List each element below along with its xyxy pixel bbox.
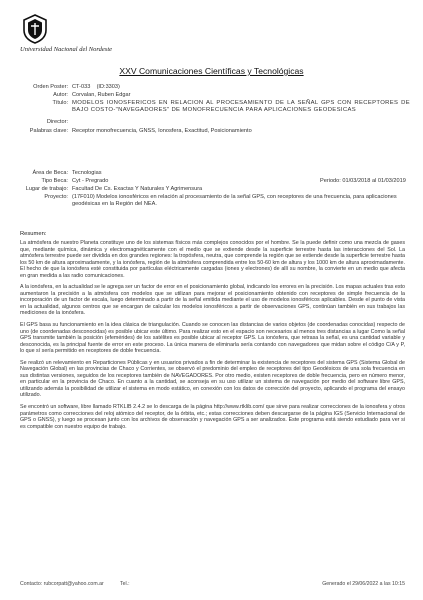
beca-block bbox=[20, 170, 410, 209]
tipo-value: Cyt - Pregrado bbox=[72, 178, 109, 184]
abstract-paragraph-2: A la ionósfera, en la actualidad se le agrega ser un factor de error en el posicionamiento global, indicando los errores en la precisión. Los mapas actuales tras esto aumentaron la precisión a la atmósfera con modelos que se utilizan para mejorar el posicionamiento obtenido con receptores de simple frecuencia de la incorporación de un factor de escala, luego determinado a partir de la señal emitida mediante el uso de modelos ionosféricos aplicables. Desde el punto de vista en la actualidad, algunos centros que se encargan de calcular los modelos ionosféricos a partir de observaciones GPS, continúan también en sus trabajos las mediciones de la ionósfera. bbox=[20, 284, 405, 317]
palabras-label: Palabras clave: bbox=[29, 128, 68, 135]
autor-label: Autor: bbox=[53, 92, 68, 98]
proyecto-label: Proyecto: bbox=[44, 194, 68, 200]
generated-timestamp: Generado el 29/06/2022 a las 10:15 bbox=[322, 581, 405, 587]
autor-row bbox=[20, 92, 410, 99]
lugar-label: Lugar de trabajo: bbox=[25, 186, 68, 192]
lugar-value: Facultad De Cs. Exactas Y Naturales Y Agrimensura bbox=[72, 186, 203, 192]
autor-value: Corvalan, Ruben Edgar bbox=[72, 92, 131, 98]
tipo-row bbox=[20, 178, 410, 185]
abstract-paragraph-3: El GPS basa su funcionamiento en la idea clásica de triangulación. Cuando se conocen las distancias de varios objetos (de coordenadas conocidas) respecto de uno (de coordenadas desconocidas) es posible ubicar este último. Para realizar esto en el espacio son necesarios al menos tres distancias a lugar Como la señal GPS transmite también la posición (efemérides) de los satélites es posible ubicar al receptor GPS. La ionósfera, que retrasa la señal, es una cantidad variable y desconocida, es la principal fuente de error en este proceso. La única manera de eliminarla sería contando con navegadores que midan sobre el código C/A y P, lo que sí sería permitido en receptores de doble frecuencia. bbox=[20, 322, 405, 355]
university-crest-icon bbox=[22, 14, 48, 44]
orden-id: (ID:3303) bbox=[96, 84, 120, 90]
abstract-paragraph-4: Se realizó un relevamiento en Reparticiones Públicas y en usuarios privados a fin de determinar la existencia de receptores del sistema GPS (Sistema Global de Navegación Global) en las provincias de Chaco y Corrientes, se observó el predominio del empleo de receptores del tipo Geodésicos de una sola frecuencia en sus distintas versiones, seguidos de los receptores también de NAVEGADORES. Por otro medio, existen receptores de doble frecuencia, pero en número menor, en particular en la provincia de Chaco. En cuanto a la cantidad, se aconseja en su uso utilizar un sistema de navegación por medio del software libre GPS, utilizando además la posibilidad de utilizar el sistema en modo estático, en conexión con los datos de corrección del proyecto, aplicando el programa del ensayo utilizado. bbox=[20, 359, 405, 399]
metadata-block bbox=[20, 84, 410, 136]
abstract-paragraph-1: La atmósfera de nuestro Planeta constituye uno de los sistemas físicos más complejos conocidos por el hombre. Se la puede definir como una mezcla de gases que, mediante química, dinámica y electromagnéticamente con el medio que se extiende desde la superficie terrestre hasta las interacciones del Sol. La atmósfera terrestre puede ser dividida en dos grandes regiones: la tropósfera, neutra, que comprende la región que se extiende desde la superficie terrestre hasta los 50 km de altura aproximadamente, y la ionósfera, región de la atmósfera comprendida entre los 50-60 km de altura y los 1000 km de altura aproximadamente. El hecho de que la ionósfera esté constituida por partículas eléctricamente cargadas (iones y electrones) de allí su nombre, la convierte en un medio que afecta en gran medida a las radio comunicaciones. bbox=[20, 240, 405, 279]
orden-label: Orden Poster: bbox=[33, 84, 68, 90]
orden-row bbox=[20, 84, 410, 91]
titulo-label: Título: bbox=[52, 100, 68, 106]
palabras-row bbox=[20, 128, 410, 135]
periodo-text: Periodo: 01/03/2018 al 01/03/2019 bbox=[320, 178, 406, 184]
area-label: Área de Beca: bbox=[32, 170, 68, 176]
resumen-label: Resumen: bbox=[20, 231, 47, 237]
abstract-body bbox=[20, 240, 405, 435]
area-value: Tecnologias bbox=[72, 170, 102, 176]
palabras-value: Receptor monofrecuencia, GNSS, Ionosfera, Exactitud, Posicionamiento bbox=[72, 128, 252, 135]
area-row bbox=[20, 170, 410, 177]
orden-value: CT-033 bbox=[72, 84, 91, 90]
director-label: Director: bbox=[46, 119, 68, 126]
proyecto-value: (17F010) Modelos ionosféricos en relación al procesamiento de la señal GPS, con receptores de una frecuencia, para aplicaciones geodésicas en la Región del NEA. bbox=[72, 194, 397, 207]
proyecto-row bbox=[20, 194, 410, 208]
abstract-paragraph-5: Se encontró un software, libre llamado RTKLIB 2.4.2 se lo descarga de la página http://www.rtklib.com/ que sirve para realizar correcciones de la ionosfera y otros parámetros como correcciones del reloj atómico del receptor, de la órbita, etc.; estas correcciones deben descargarse de la página IGS (Servicio Internacional de GPS o GNSS), y luego se procesan junto con los archivos de observación y navegación GPS a ser analizados. Este programa está siendo estudiado para ver si es compatible con nuestro equipo de trabajo. bbox=[20, 404, 405, 430]
university-name: Universidad Nacional del Nordeste bbox=[20, 46, 113, 53]
contact-email: Contacto: rubcorpatt@yahoo.com.ar bbox=[20, 581, 104, 587]
lugar-row bbox=[20, 186, 410, 193]
director-value bbox=[72, 119, 410, 126]
titulo-value: MODELOS IONOSFERICOS EN RELACION AL PROCESAMIENTO DE LA SEÑAL GPS CON RECEPTORES DE BAJO COSTO-"NAVEGADORES" DE MONOFRECUENCIA PARA APLICACIONES GEODESICAS bbox=[72, 100, 410, 114]
tipo-label: Tipo Beca: bbox=[41, 178, 68, 184]
conference-title: XXV Comunicaciones Científicas y Tecnológicas bbox=[119, 66, 304, 76]
contact-tel: Tel.: bbox=[120, 581, 130, 587]
director-row bbox=[20, 119, 410, 126]
university-logo bbox=[20, 14, 140, 54]
titulo-row bbox=[20, 100, 410, 114]
